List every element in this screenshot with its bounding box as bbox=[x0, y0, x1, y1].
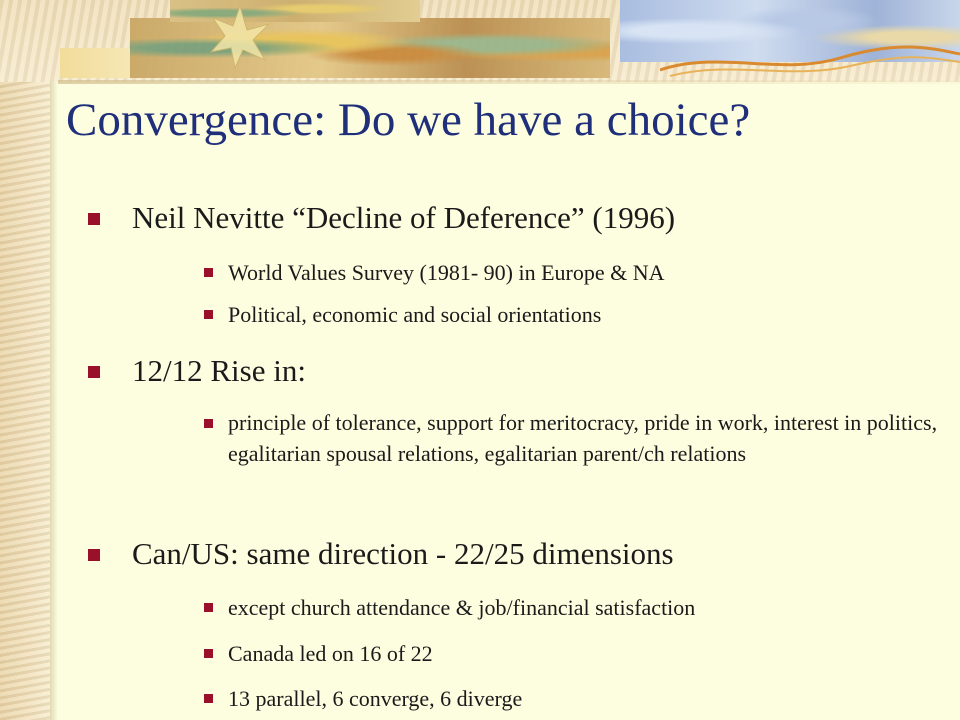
subpoint-text: except church attendance & job/financial satisfaction bbox=[228, 595, 696, 620]
sub-bullet-square-icon bbox=[204, 268, 213, 277]
subpoint-text: 13 parallel, 6 converge, 6 diverge bbox=[228, 686, 523, 711]
sub-bullet-square-icon bbox=[204, 603, 213, 612]
slide-title: Convergence: Do we have a choice? bbox=[66, 94, 751, 146]
point-heading: Neil Nevitte “Decline of Deference” (1996) bbox=[132, 200, 676, 235]
point-heading: Can/US: same direction - 22/25 dimensions bbox=[132, 536, 674, 571]
sub-bullet-square-icon bbox=[204, 694, 213, 703]
bullet-square-icon bbox=[88, 366, 100, 378]
bullet-square-icon bbox=[88, 549, 100, 561]
sub-bullet-square-icon bbox=[204, 310, 213, 319]
point-heading: 12/12 Rise in: bbox=[132, 353, 306, 388]
sub-bullet-square-icon bbox=[204, 649, 213, 658]
subpoint-text: principle of tolerance, support for meritocracy, pride in work, interest in politics, egalitarian spousal relations, egalitarian parent/ch relations bbox=[228, 410, 938, 466]
subpoint-text: World Values Survey (1981- 90) in Europe & NA bbox=[228, 260, 665, 285]
subpoint-text: Political, economic and social orientations bbox=[228, 302, 602, 327]
bullet-square-icon bbox=[88, 213, 100, 225]
subpoint-text: Canada led on 16 of 22 bbox=[228, 641, 433, 666]
sub-bullet-square-icon bbox=[204, 419, 213, 428]
